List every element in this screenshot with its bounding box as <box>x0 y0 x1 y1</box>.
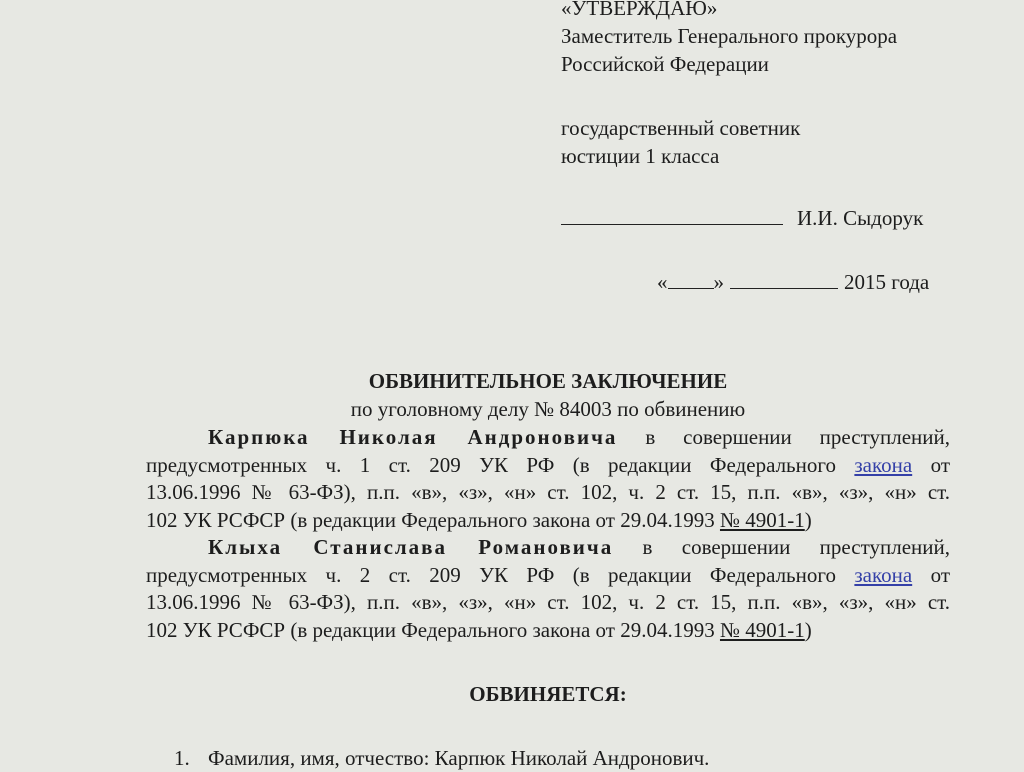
defendant-1-paragraph: Карпюка Николая Андроновича в совершении преступлений, предусмотренных ч. 1 ст. 209 УК РФ (в редакции Федерального закона от 13.06.1996 № 63-ФЗ), п.п. «в», «з», «н» ст. 102, ч. 2 ст. 15, п.п. «в», «з», «н» ст. 102 УК РСФСР (в редакции Федерального закона от 29.04.1993 № 4901-1) <box>146 425 950 532</box>
defendant-2-name: Клыха Станислава Романовича <box>208 535 614 559</box>
position-line-1: Заместитель Генерального прокурора <box>561 24 898 48</box>
list-item-number: 1. <box>174 746 190 770</box>
rank-line-1: государственный советник <box>561 116 801 140</box>
date-quote-open: « <box>657 270 668 294</box>
rank-line-2: юстиции 1 класса <box>561 144 720 168</box>
approve-heading: «УТВЕРЖДАЮ» <box>561 0 718 20</box>
approval-date <box>657 268 929 296</box>
defendant-1-name: Карпюка Николая Андроновича <box>208 425 618 449</box>
law-link[interactable]: закона <box>854 562 913 587</box>
document-title: ОБВИНИТЕЛЬНОЕ ЗАКЛЮЧЕНИЕ <box>368 369 728 393</box>
document-subtitle: по уголовному делу № 84003 по обвинению <box>350 397 746 421</box>
law-number-link[interactable]: № 4901-1 <box>719 617 805 642</box>
date-year: 2015 года <box>844 270 930 294</box>
month-blank <box>730 268 838 289</box>
charged-heading: ОБВИНЯЕТСЯ: <box>469 682 627 706</box>
signature-line <box>561 204 951 232</box>
day-blank <box>668 268 714 289</box>
position-line-2: Российской Федерации <box>561 52 769 76</box>
date-quote-close: » <box>713 270 724 294</box>
law-link[interactable]: закона <box>854 452 913 477</box>
signature-blank <box>561 204 783 225</box>
defendant-2-paragraph: Клыха Станислава Романовича в совершении преступлений, предусмотренных ч. 2 ст. 209 УК РФ (в редакции Федерального закона от 13.06.1996 № 63-ФЗ), п.п. «в», «з», «н» ст. 102, ч. 2 ст. 15, п.п. «в», «з», «н» ст. 102 УК РСФСР (в редакции Федерального закона от 29.04.1993 № 4901-1) <box>146 535 950 642</box>
list-item-text: Фамилия, имя, отчество: Карпюк Николай Андронович. <box>208 746 710 770</box>
approval-block <box>561 0 897 170</box>
signatory-name: И.И. Сыдорук <box>797 206 924 230</box>
law-number-link[interactable]: № 4901-1 <box>719 507 805 532</box>
